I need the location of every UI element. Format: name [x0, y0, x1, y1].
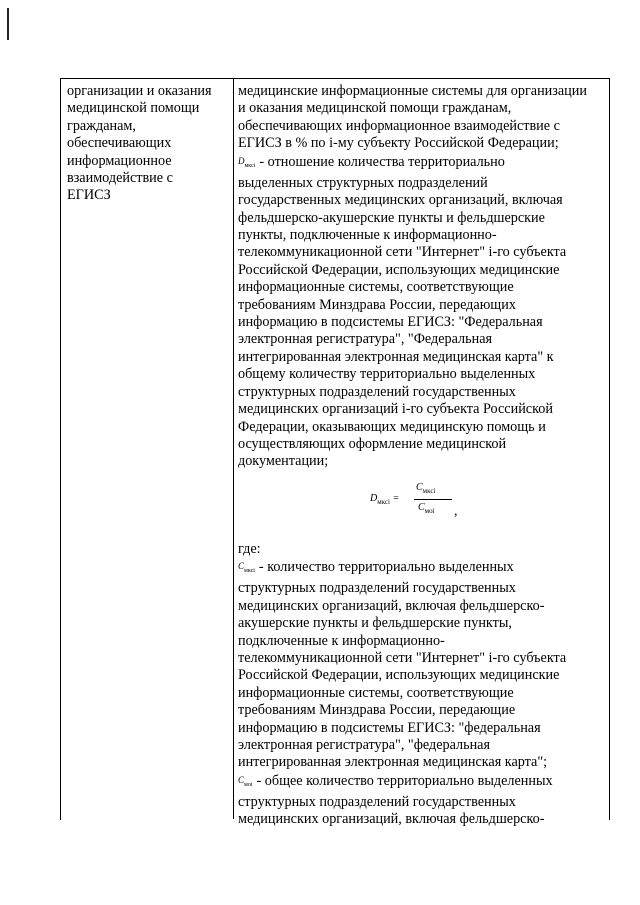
dmksi-definition-line: Федерации, оказывающих медицинскую помощь и	[238, 418, 546, 435]
dmksi-definition-line: осуществляющих оформление медицинской	[238, 435, 507, 452]
dmksi-definition-line: информационные системы, соответствующие	[238, 279, 514, 296]
indicator-name-line: медицинской помощи	[67, 100, 200, 117]
indicator-name-line: взаимодействие с	[67, 170, 173, 187]
dmksi-definition-line: телекоммуникационной сети "Интернет" i-го субъекта	[238, 244, 567, 261]
methodology-cell	[238, 83, 606, 829]
cmksi-definition-line: подключенные к информационно-	[238, 632, 445, 649]
cmksi-definition-line: электронная регистратура", "федеральная	[238, 737, 491, 753]
cmoi-definition-first-line: $C_{моi}$ - общее количество территориально выделенных	[238, 772, 606, 794]
cmoi-definition-line: медицинских организаций, включая фельдшерско-	[238, 811, 545, 828]
dmksi-definition-line: выделенных структурных подразделений	[238, 174, 488, 191]
dmksi-definition-line: пункты, подключенные к информационно-	[238, 227, 497, 244]
intro-line: и оказания медицинской помощи гражданам,	[238, 100, 512, 117]
dmksi-definition-line: интегрированная электронная медицинская карта" к	[238, 348, 554, 365]
cmksi-definition-first-line: $C_{мксi}$ - количество территориально выделенных	[238, 558, 606, 580]
cmksi-definition-line: интегрированная электронная медицинская карта";	[238, 754, 548, 771]
fraction-bar	[414, 499, 452, 500]
dmksi-formula	[370, 482, 490, 522]
scan-edge-mark	[7, 8, 9, 40]
formula-numerator: $C_{мксi}$	[416, 482, 436, 495]
dmksi-definition-line: фельдшерско-акушерские пункты и фельдшерские	[238, 209, 545, 226]
intro-line: медицинские информационные системы для организации	[238, 83, 587, 99]
where-label: где:	[238, 540, 261, 557]
dmksi-definition-line: общему количеству территориально выделенных	[238, 366, 536, 383]
dmksi-definition-line: электронная регистратура", "Федеральная	[238, 331, 493, 348]
formula-denominator: $C_{моi}$	[418, 502, 435, 515]
dmksi-definition-line: Российской Федерации, использующих медицинские	[238, 261, 560, 278]
intro-line: ЕГИСЗ в % по i-му субъекту Российской Федерации;	[238, 135, 559, 152]
dmksi-definition-line: государственных медицинских организаций, включая	[238, 192, 563, 209]
indicator-name-line: информационное	[67, 152, 172, 169]
indicator-name-line: ЕГИСЗ	[67, 187, 111, 204]
dmksi-definition-first-line: $D_{мксi}$ - отношение количества территориально	[238, 153, 606, 175]
intro-line: обеспечивающих информационное взаимодействие с	[238, 117, 560, 134]
cmksi-definition-line: информацию в подсистемы ЕГИСЗ: "федеральная	[238, 719, 541, 736]
dmksi-definition-line: структурных подразделений государственных	[238, 383, 516, 400]
indicator-name-line: гражданам,	[67, 117, 136, 134]
dmksi-definition-line: медицинских организаций i-го субъекта Российской	[238, 401, 553, 418]
cmksi-definition-line: Российской Федерации, использующих медицинские	[238, 667, 560, 684]
cmksi-definition-line: акушерские пункты и фельдшерские пункты,	[238, 615, 512, 632]
dmksi-definition-line: требованиям Минздрава России, передающих	[238, 296, 516, 313]
cmoi-symbol: $C_{моi}$	[238, 774, 253, 788]
cmksi-symbol: $C_{мксi}$	[238, 561, 255, 574]
dmksi-definition-line: информацию в подсистемы ЕГИСЗ: "Федеральная	[238, 314, 543, 331]
cmksi-definition-line: структурных подразделений государственных	[238, 580, 516, 597]
cmksi-definition-line: информационные системы, соответствующие	[238, 684, 514, 701]
cmoi-definition-line: структурных подразделений государственных	[238, 794, 516, 811]
cmksi-definition-line: требованиям Минздрава России, передающие	[238, 702, 516, 719]
formula-lhs: $D_{мксi}$ =	[370, 493, 400, 506]
indicator-name-cell	[67, 83, 232, 205]
indicator-name-line: обеспечивающих	[67, 135, 172, 152]
cmksi-definition-line: медицинских организаций, включая фельдшерско-	[238, 597, 545, 614]
formula-comma: ,	[454, 504, 458, 519]
cmksi-definition-line: телекоммуникационной сети "Интернет" i-го субъекта	[238, 649, 567, 666]
dmksi-symbol: $D_{мксi}$	[238, 155, 256, 169]
column-divider	[233, 78, 234, 819]
indicator-name-line: организации и оказания	[67, 83, 212, 99]
dmksi-definition-line: документации;	[238, 453, 329, 470]
